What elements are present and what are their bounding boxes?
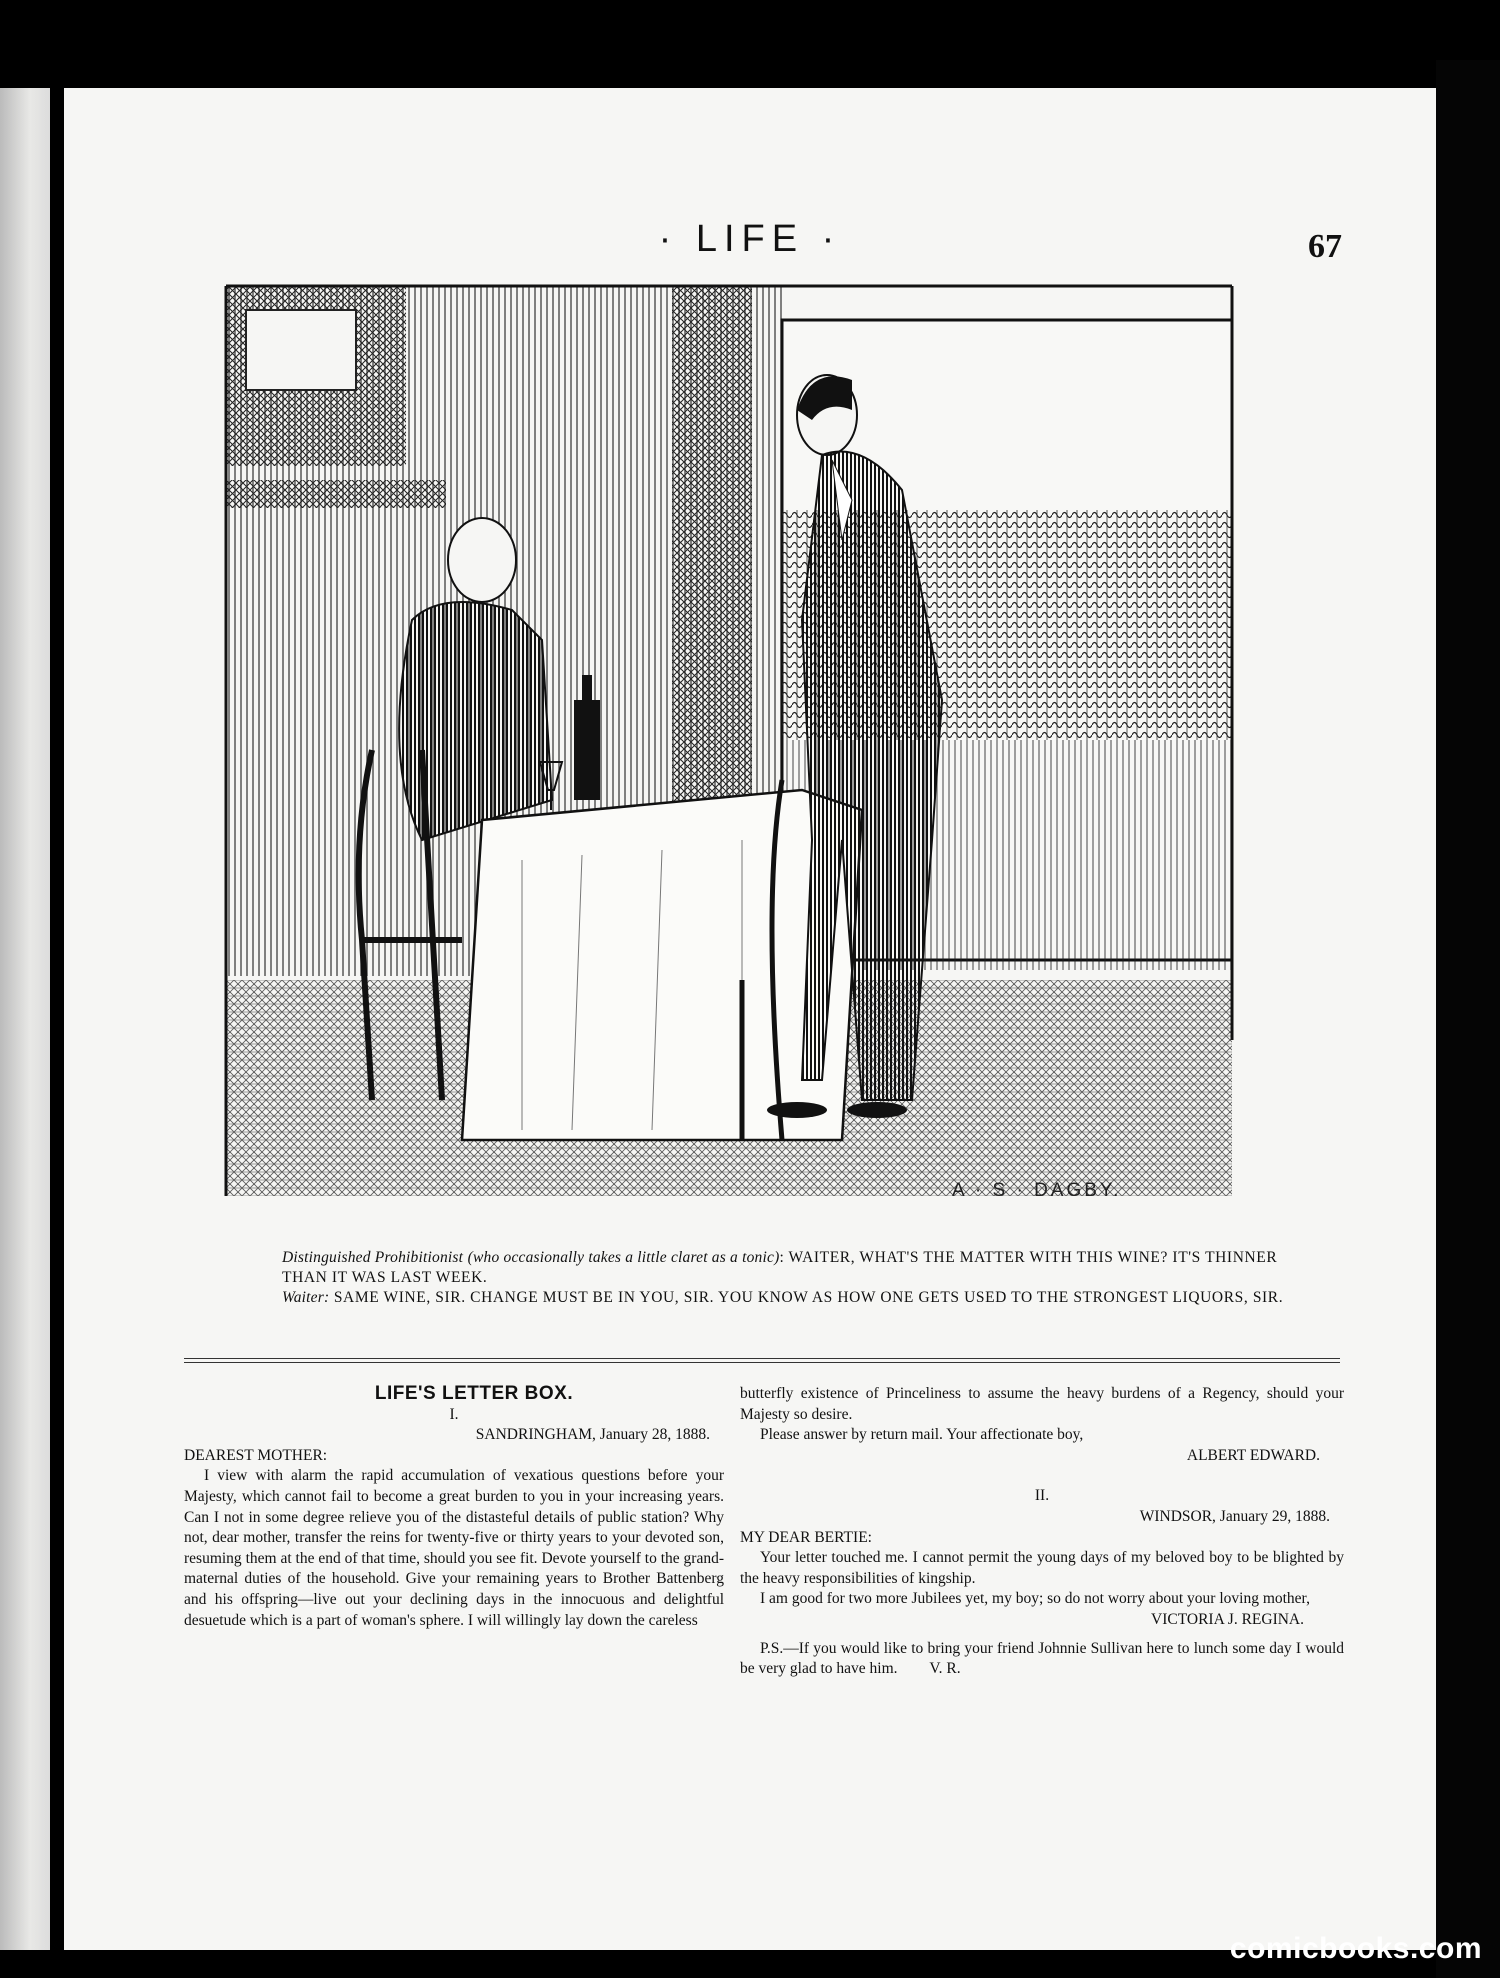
section-divider bbox=[184, 1358, 1340, 1359]
masthead: · LIFE · bbox=[658, 218, 842, 260]
cartoon-illustration bbox=[222, 280, 1236, 1200]
letter1-signature: ALBERT EDWARD. bbox=[1186, 1446, 1320, 1464]
caption-speaker1: Distinguished Prohibitionist bbox=[282, 1249, 464, 1266]
letter2-signature: VICTORIA J. REGINA. bbox=[1151, 1610, 1304, 1628]
letter2-para2: I am good for two more Jubilees yet, my boy; so do not worry about your loving mother, bbox=[760, 1590, 1310, 1608]
site-watermark: comicbooks.com bbox=[1229, 1932, 1482, 1965]
letter1-closing: Please answer by return mail. Your affectionate boy, bbox=[760, 1426, 1084, 1444]
seated-man-head bbox=[448, 518, 516, 602]
letter1-body: I view with alarm the rapid accumulation of vexatious questions before your Majesty, which cannot fail to become a great burden to you in your increasing years. Can I not in some degree relieve you of the distasteful details of public station? Why not, dear mother, transfer the reins for twenty-five or thirty years to your devoted son, resuming them at the end of that time, should you see fit. Devote yourself to the grand-maternal duties of the household. Give your remaining years to Brother Battenberg and his offspring—live out your declining days in the innocuous and delightful desuetude which is a part of woman's sphere. I will willingly lay down the careless bbox=[184, 1467, 724, 1629]
letter-box-title: LIFE'S LETTER BOX. bbox=[374, 1383, 574, 1404]
wine-bottle bbox=[574, 700, 600, 800]
letter1-body-continued: butterfly existence of Princeliness to assume the heavy burdens of a Regency, should your Majesty so desire. bbox=[740, 1385, 1344, 1423]
letter2-para1: Your letter touched me. I cannot permit the young days of my beloved boy to be blighted by the heavy responsibilities of kingship. bbox=[740, 1549, 1344, 1587]
letter-column-right bbox=[740, 1384, 1344, 1680]
letter2-numeral: II. bbox=[1034, 1487, 1050, 1505]
caption-speaker2: Waiter: bbox=[282, 1289, 330, 1306]
cartoon-caption bbox=[246, 1248, 1286, 1308]
seated-man-body bbox=[399, 602, 552, 840]
right-scan-border bbox=[1436, 60, 1500, 1978]
caption-line1: : WAITER, WHAT'S THE MATTER WITH THIS WINE? IT'S THINNER THAN IT WAS LAST WEEK. bbox=[282, 1249, 1278, 1286]
letter2-dateline: WINDSOR, January 29, 1888. bbox=[1139, 1507, 1330, 1525]
caption-line2: SAME WINE, SIR. CHANGE MUST BE IN YOU, SIR. YOU KNOW AS HOW ONE GETS USED TO THE STRONGEST LIQUORS, SIR. bbox=[333, 1289, 1284, 1306]
letter1-numeral: I. bbox=[449, 1405, 459, 1423]
artist-signature: A · S · DAGBY. bbox=[952, 1180, 1122, 1201]
letter2-postscript-initials: V. R. bbox=[929, 1660, 961, 1678]
letter2-postscript: P.S.—If you would like to bring your friend Johnnie Sullivan here to lunch some day I would be very glad to have him. bbox=[740, 1639, 1344, 1678]
letter-column-left bbox=[184, 1384, 724, 1631]
page-number: 67 bbox=[1308, 228, 1342, 265]
letter1-dateline: SANDRINGHAM, January 28, 1888. bbox=[475, 1426, 710, 1444]
left-page-edge bbox=[0, 88, 50, 1950]
letter2-salutation: MY DEAR BERTIE: bbox=[740, 1528, 872, 1546]
caption-speaker1-aside: (who occasionally takes a little claret as a tonic) bbox=[467, 1249, 780, 1266]
magazine-page bbox=[64, 88, 1436, 1950]
section-divider-second bbox=[184, 1362, 1340, 1363]
letter1-salutation: DEAREST MOTHER: bbox=[184, 1446, 328, 1464]
